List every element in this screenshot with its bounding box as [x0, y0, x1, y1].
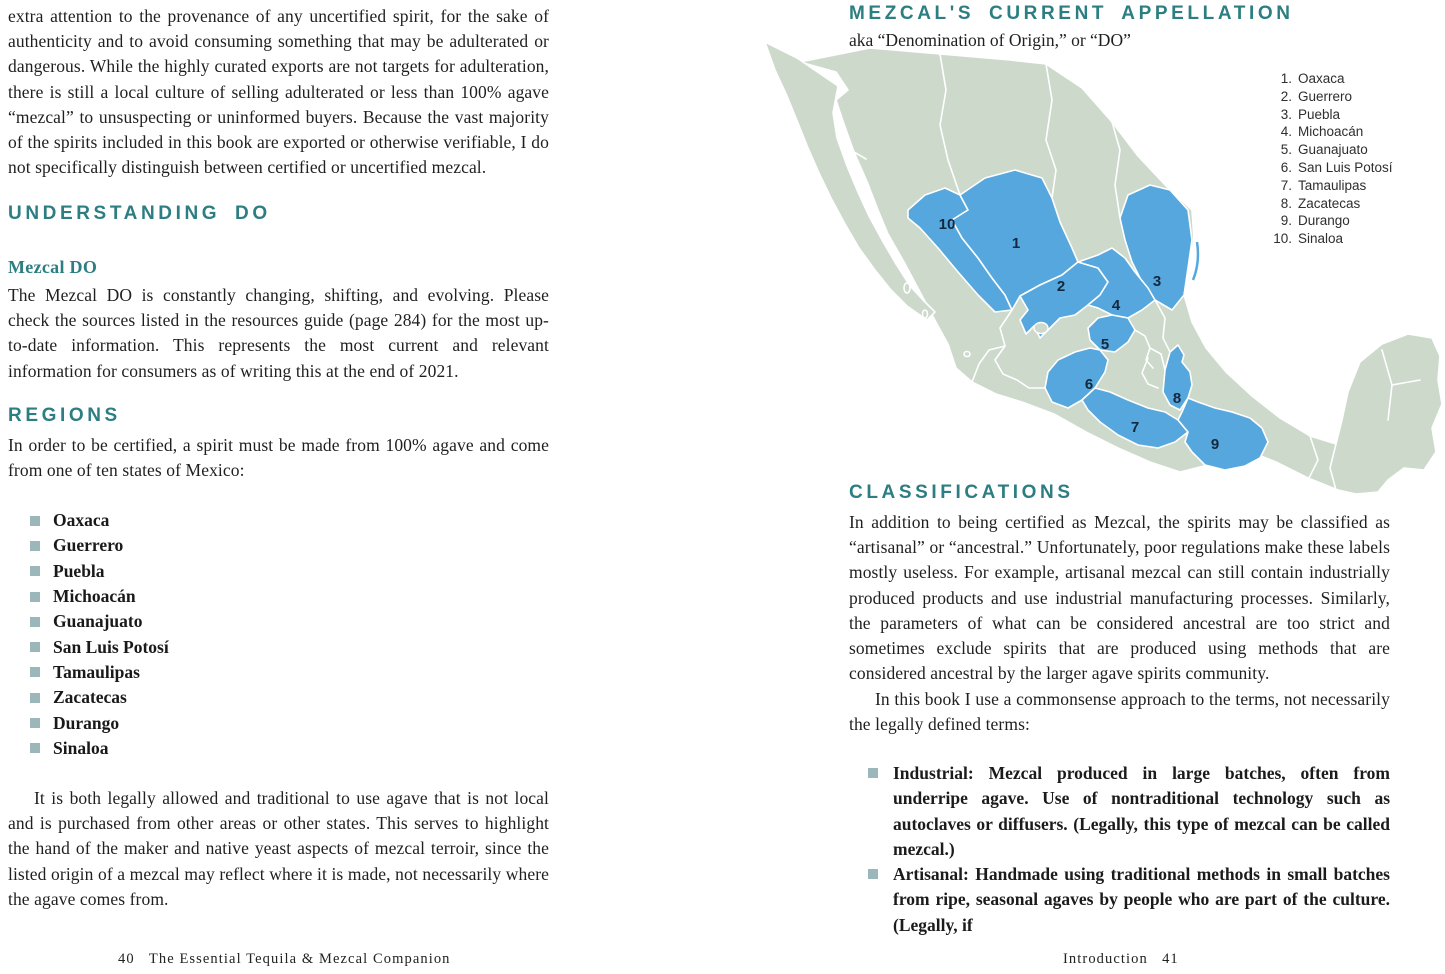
state-list-item [30, 508, 430, 533]
state-list-item [30, 634, 430, 659]
square-bullet-icon [30, 667, 40, 677]
barrier-island [1193, 242, 1198, 280]
book-title: The Essential Tequila & Mezcal Companion [148, 951, 451, 967]
state-list-item [30, 660, 430, 685]
state-name: Guerrero [53, 535, 124, 556]
classifications-paragraph-2: In this book I use a commonsense approach to the terms, not necessarily the legally defined terms: [849, 689, 1390, 735]
legend-number: 1. [1280, 71, 1292, 86]
state-list-item [30, 559, 430, 584]
legend-state-name: Guerrero [1298, 88, 1353, 104]
legend-number: 3. [1280, 106, 1292, 122]
right-page-footer [1063, 951, 1179, 968]
classification-item [868, 862, 1390, 938]
appellation-subtitle: aka “Denomination of Origin,” or “DO” [849, 30, 1131, 50]
island [904, 283, 910, 293]
state-name: Puebla [53, 560, 105, 581]
classification-bullet-list [868, 761, 1390, 938]
footer-spacer [1148, 951, 1162, 967]
map-state-number: 6 [1084, 376, 1094, 393]
legend-state-name: Michoacán [1298, 124, 1364, 140]
square-bullet-icon [30, 743, 40, 753]
state-list-item [30, 533, 430, 558]
map-state-number: 10 [938, 216, 956, 233]
square-bullet-icon [30, 541, 40, 551]
map-state-number: 3 [1152, 273, 1162, 290]
left-page-number: 40 [118, 951, 135, 967]
square-bullet-icon [30, 693, 40, 703]
state-name: Michoacán [53, 586, 136, 607]
legend-state-name: Tamaulipas [1298, 177, 1367, 193]
square-bullet-icon [30, 566, 40, 576]
mezcal-do-subheading: Mezcal DO [8, 257, 98, 277]
square-bullet-icon [30, 718, 40, 728]
legend-state-name: Durango [1298, 213, 1350, 229]
legend-number: 5. [1280, 142, 1292, 158]
legend-state-name: Guanajuato [1298, 142, 1368, 158]
state-name: Zacatecas [53, 687, 127, 708]
state-list-item [30, 685, 430, 710]
map-legend [1258, 70, 1393, 248]
legend-number: 9. [1280, 213, 1292, 229]
legend-number: 6. [1280, 159, 1292, 175]
square-bullet-icon [868, 768, 878, 778]
square-bullet-icon [30, 642, 40, 652]
states-bullet-list [30, 508, 430, 761]
classification-text: Artisanal: Handmade using traditional methods in small batches from ripe, seasonal agaves by people who are part of the culture. (Legally, if [893, 864, 1390, 935]
legend-state-name: Oaxaca [1298, 71, 1345, 86]
regions-intro-paragraph: In order to be certified, a spirit must be made from 100% agave and come from one of ten states of Mexico: [8, 435, 549, 481]
chapter-name: Introduction [1063, 951, 1148, 967]
square-bullet-icon [30, 617, 40, 627]
square-bullet-icon [868, 869, 878, 879]
legend-number: 7. [1280, 177, 1292, 193]
footer-spacer [135, 951, 149, 967]
state-name: Oaxaca [53, 510, 110, 531]
legend-number: 2. [1280, 88, 1292, 104]
classification-text: Industrial: Mezcal produced in large batches, often from underripe agave. Use of nontraditional technology such as autoclaves or diffusers. (Legally, this type of mezcal can be called mezcal.) [893, 763, 1390, 859]
square-bullet-icon [30, 516, 40, 526]
right-page-number: 41 [1162, 951, 1179, 967]
map-state-number: 1 [1011, 235, 1021, 252]
state-aguascalientes [1034, 323, 1048, 334]
legend-state-name: Sinaloa [1298, 231, 1344, 247]
legend-number: 8. [1280, 195, 1292, 211]
legend-state-name: San Luis Potosí [1298, 159, 1393, 175]
square-bullet-icon [30, 592, 40, 602]
classifications-heading: CLASSIFICATIONS [849, 482, 1074, 503]
map-state-number: 9 [1210, 436, 1220, 453]
left-page-footer [118, 951, 451, 968]
map-state-number: 2 [1056, 278, 1066, 295]
map-state-number: 4 [1111, 297, 1121, 314]
state-name: San Luis Potosí [53, 636, 169, 657]
legend-state-name: Zacatecas [1298, 195, 1361, 211]
legend-state-name: Puebla [1298, 106, 1341, 122]
regions-heading: REGIONS [8, 405, 121, 426]
classifications-paragraph-1: In addition to being certified as Mezcal, the spirits may be classified as “artisanal” or “ancestral.” Unfortunately, poor regulations make these labels mostly useless. For example, artisanal mezcal can still contain industrially produced products and use industrial manufacturing processes. Similarly, the parameters of what can be considered ancestral are too strict and sometimes exclude spirits that are produced using methods that are considered ancestral by the larger agave spirits community. [849, 512, 1390, 684]
understanding-do-heading: UNDERSTANDING DO [8, 203, 271, 224]
island [923, 310, 928, 318]
state-name: Guanajuato [53, 611, 143, 632]
state-name: Tamaulipas [53, 661, 140, 682]
island [964, 352, 970, 357]
left-continuation-paragraph: extra attention to the provenance of any uncertified spirit, for the sake of authenticity and to avoid consuming something that may be adulterated or dangerous. While the highly curated exports are not targets for adulteration, there is still a local culture of selling adulterated or less than 100% agave “mezcal” to unsuspecting or uninformed buyers. Because the vast majority of the spirits included in this book are exported or otherwise verifiable, I do not specifically distinguish between certified or uncertified mezcal. [8, 6, 549, 178]
map-state-number: 7 [1130, 419, 1140, 436]
legend-number: 10. [1273, 231, 1292, 247]
state-list-item [30, 584, 430, 609]
state-name: Durango [53, 712, 120, 733]
state-name: Sinaloa [53, 737, 109, 758]
state-list-item [30, 736, 430, 761]
legend-number: 4. [1280, 124, 1292, 140]
mezcal-do-paragraph: The Mezcal DO is constantly changing, shifting, and evolving. Please check the sources listed in the resources guide (page 284) for the most up-to-date information. This represents the most current and relevant information for consumers as of writing this at the end of 2021. [8, 285, 549, 381]
map-state-number: 5 [1100, 336, 1110, 353]
appellation-heading: MEZCAL'S CURRENT APPELLATION [849, 3, 1294, 24]
state-list-item [30, 710, 430, 735]
map-state-number: 8 [1172, 390, 1182, 407]
left-closing-paragraph: It is both legally allowed and traditional to use agave that is not local and is purchased from other areas or other states. This serves to highlight the hand of the maker and native yeast aspects of mezcal terroir, since the listed origin of a mezcal may reflect where it is made, not necessarily where the agave comes from. [8, 788, 549, 909]
state-list-item [30, 609, 430, 634]
classification-item [868, 761, 1390, 862]
